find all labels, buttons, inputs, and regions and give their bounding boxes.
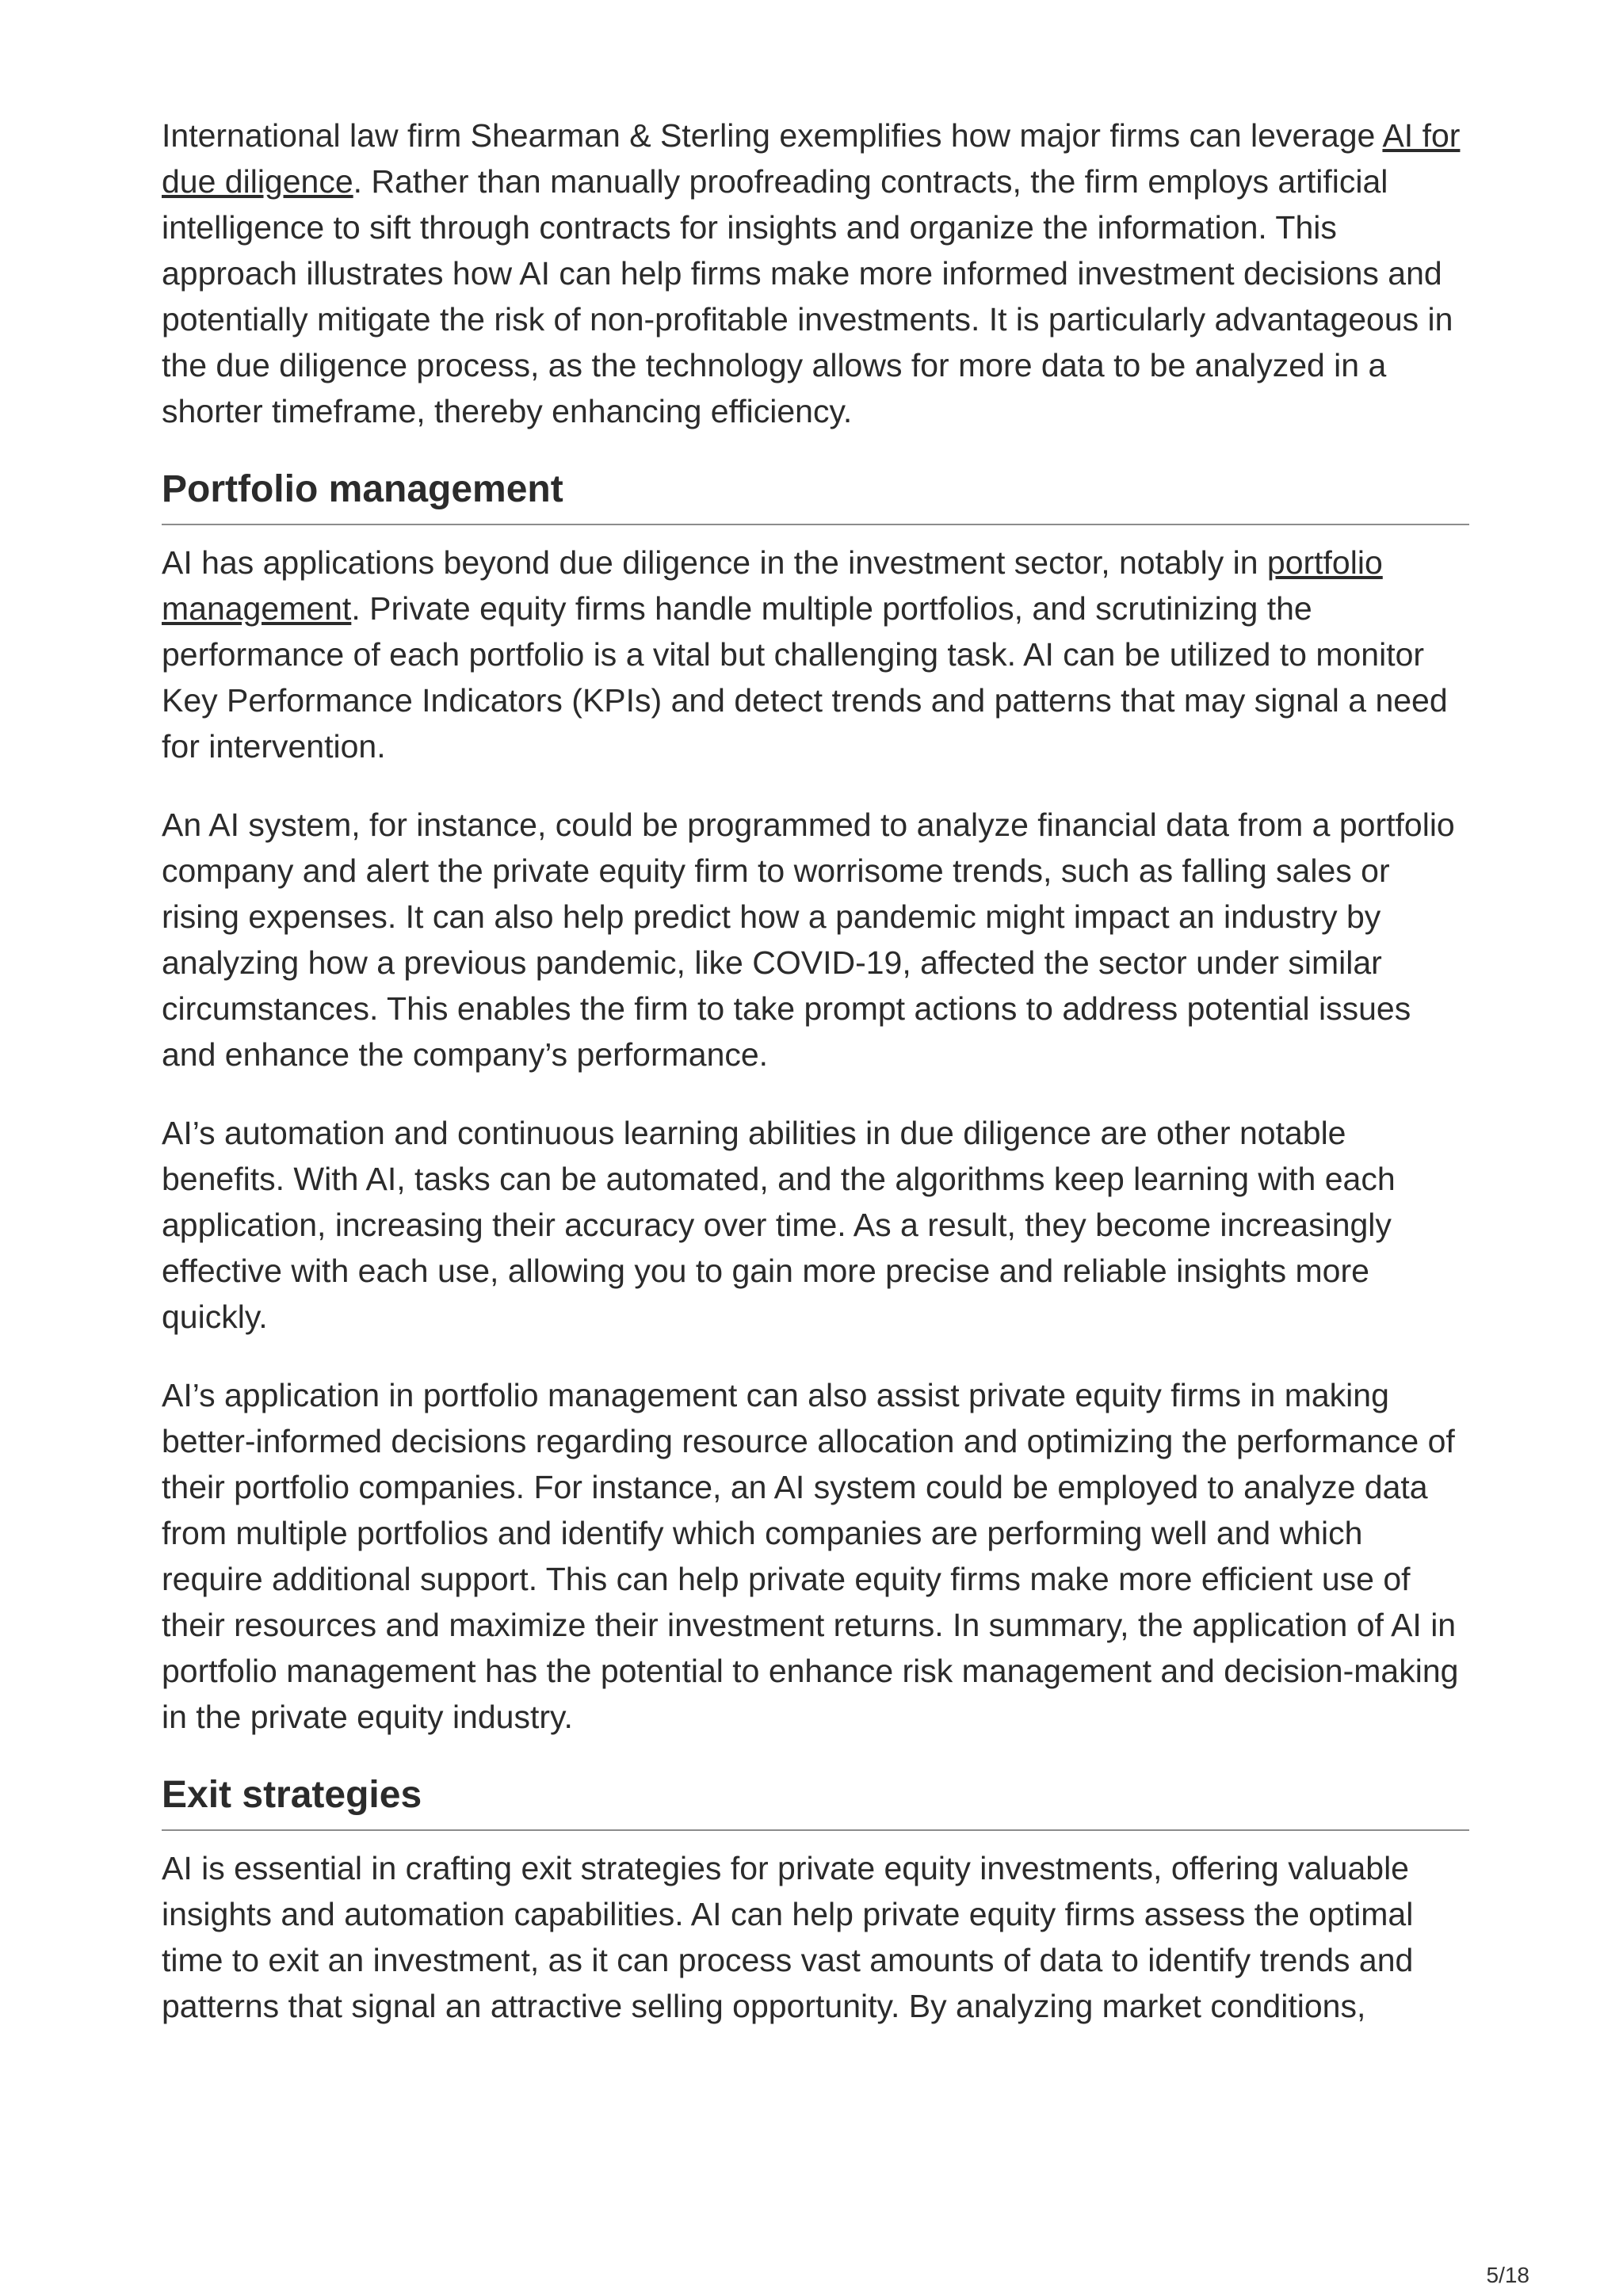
link-ai-for-due-diligence[interactable]: AI for due diligence bbox=[162, 117, 1461, 200]
paragraph-text: International law firm Shearman & Sterling exemplifies how major firms can leverage bbox=[162, 117, 1383, 154]
link-portfolio-management[interactable]: portfolio management bbox=[162, 544, 1383, 627]
paragraph-ai-system-example: An AI system, for instance, could be programmed to analyze financial data from a portfolio company and alert the private equity firm to worrisome trends, such as falling sales or rising expenses. It can also help predict how a pandemic might impact an industry by analyzing how a previous pandemic, like COVID-19, affected the sector under similar circumstances. This enables the firm to take prompt actions to address potential issues and enhance the company’s performance. bbox=[162, 807, 1455, 1073]
page-number: 5/18 bbox=[1486, 2263, 1529, 2287]
paragraph-automation-learning: AI’s automation and continuous learning abilities in due diligence are other notable benefits. With AI, tasks can be automated, and the algorithms keep learning with each application, increasing their accuracy over time. As a result, they become increasingly effective with each use, allowing you to gain more precise and reliable insights more quickly. bbox=[162, 1115, 1396, 1335]
paragraph-portfolio-intro bbox=[162, 540, 1469, 769]
paragraph-exit-strategies: AI is essential in crafting exit strategies for private equity investments, offering valuable insights and automation capabilities. AI can help private equity firms assess the optimal time to exit an investment, as it can process vast amounts of data to identify trends and patterns that signal an attractive selling opportunity. By analyzing market conditions, bbox=[162, 1850, 1414, 2024]
paragraph-text: . Rather than manually proofreading contracts, the firm employs artificial intelligence to sift through contracts for insights and organize the information. This approach illustrates how AI can help firms make more informed investment decisions and potentially mitigate the risk of non-profitable investments. It is particularly advantageous in the due diligence process, as the technology allows for more data to be analyzed in a shorter timeframe, thereby enhancing efficiency. bbox=[162, 163, 1453, 429]
article-body bbox=[162, 113, 1469, 2061]
paragraph-resource-allocation: AI’s application in portfolio management can also assist private equity firms in making better-informed decisions regarding resource allocation and optimizing the performance of their portfolio companies. For instance, an AI system could be employed to analyze data from multiple portfolios and identify which companies are performing well and which require additional support. This can help private equity firms make more efficient use of their resources and maximize their investment returns. In summary, the application of AI in portfolio management has the potential to enhance risk management and decision-making in the private equity industry. bbox=[162, 1377, 1459, 1735]
paragraph-due-diligence bbox=[162, 113, 1469, 434]
paragraph-text: AI has applications beyond due diligence in the investment sector, notably in bbox=[162, 544, 1267, 581]
heading-exit-strategies: Exit strategies bbox=[162, 1772, 1469, 1831]
heading-portfolio-management: Portfolio management bbox=[162, 467, 1469, 525]
paragraph-text: . Private equity firms handle multiple portfolios, and scrutinizing the performance of each portfolio is a vital but challenging task. AI can be utilized to monitor Key Performance Indicators (KPIs) and detect trends and patterns that may signal a need for intervention. bbox=[162, 590, 1448, 765]
